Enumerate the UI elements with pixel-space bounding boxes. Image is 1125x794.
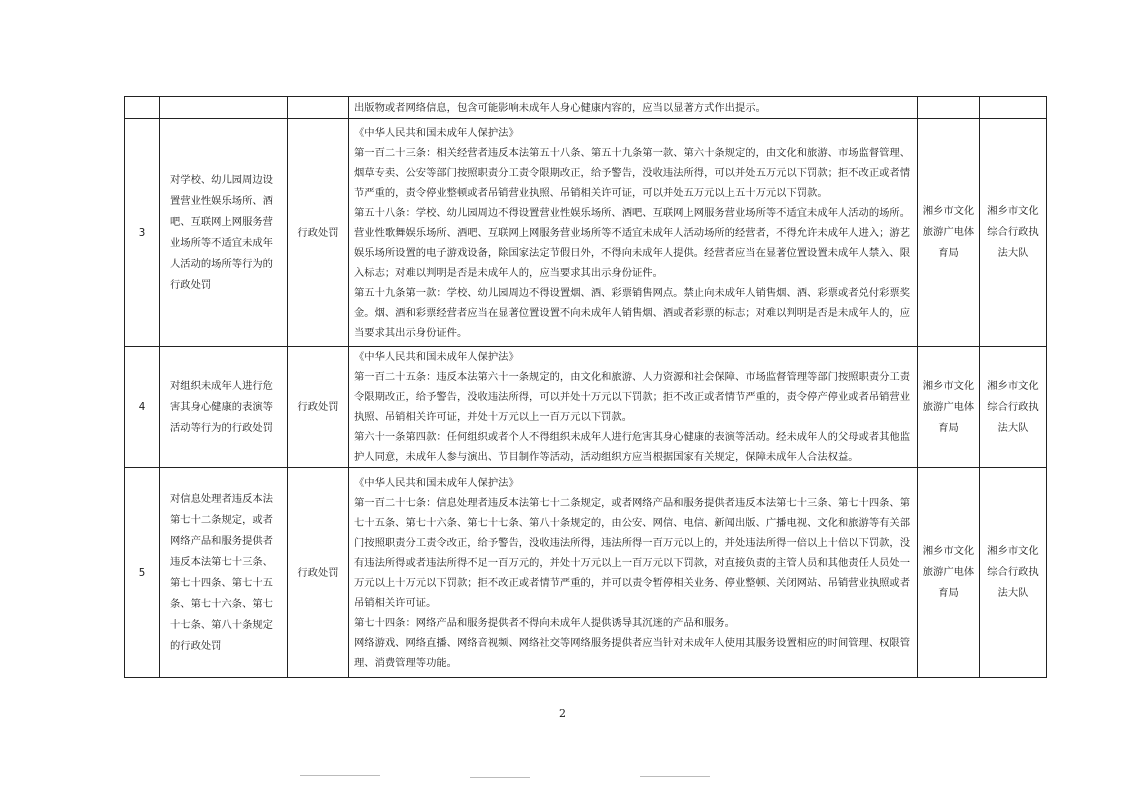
number-cell bbox=[125, 97, 160, 119]
table-row bbox=[125, 347, 1047, 468]
law-title: 《中华人民共和国未成年人保护法》 bbox=[354, 476, 519, 489]
law-article: 第六十一条第四款：任何组织或者个人不得组织未成年人进行危害其身心健康的表演等活动。经未成年人的父母或者其他监护人同意，未成年人参与演出、节目制作等活动，活动组织方应当根据国家有关规定，保障未成年人合法权益。 bbox=[354, 431, 911, 463]
law-article: 第一百二十三条：相关经营者违反本法第五十八条、第五十九条第一款、第六十条规定的，由文化和旅游、市场监督管理、烟草专卖、公安等部门按照职责分工责令限期改正，给予警告，没收违法所得，可以并处五万元以下罚款；拒不改正或者情节严重的，责令停业整顿或者吊销营业执照、吊销相关许可证，可以并处五万元以上五十万元以下罚款。 bbox=[354, 146, 911, 199]
number-cell: 3 bbox=[125, 119, 160, 347]
law-article: 第七十四条：网络产品和服务提供者不得向未成年人提供诱导其沉迷的产品和服务。 bbox=[354, 616, 735, 629]
law-title: 《中华人民共和国未成年人保护法》 bbox=[354, 351, 519, 363]
name-cell bbox=[160, 97, 288, 119]
scan-artifact bbox=[640, 776, 710, 777]
law-article: 第五十八条：学校、幼儿园周边不得设置营业性娱乐场所、酒吧、互联网上网服务营业场所等不适宜未成年人活动的场所。营业性歌舞娱乐场所、酒吧、互联网上网服务营业场所等不适宜未成年人活动场所的经营者，不得允许未成年人进入；游艺娱乐场所设置的电子游戏设备，除国家法定节假日外，不得向未成年人提供。经营者应当在显著位置设置未成年人禁入、限入标志；对难以判明是否是未成年人的，应当要求其出示身份证件。 bbox=[354, 206, 911, 279]
basis-cell bbox=[349, 119, 918, 347]
table-row-continued bbox=[125, 97, 1047, 119]
executor-cell bbox=[980, 97, 1047, 119]
org-cell: 湘乡市文化旅游广电体育局 bbox=[918, 468, 980, 678]
number-cell: 5 bbox=[125, 468, 160, 678]
executor-cell: 湘乡市文化综合行政执法大队 bbox=[980, 468, 1047, 678]
scan-artifact bbox=[300, 775, 380, 776]
category-cell: 行政处罚 bbox=[288, 468, 349, 678]
org-cell bbox=[918, 97, 980, 119]
category-cell: 行政处罚 bbox=[288, 347, 349, 468]
law-article: 第一百二十七条：信息处理者违反本法第七十二条规定，或者网络产品和服务提供者违反本法第七十三条、第七十四条、第七十五条、第七十六条、第七十七条、第八十条规定的，由公安、网信、电信、新闻出版、广播电视、文化和旅游等有关部门按照职责分工责令改正，给予警告，没收违法所得，违法所得一百万元以上的，并处违法所得一倍以上十倍以下罚款，没有违法所得或者违法所得不足一百万元的，并处十万元以上一百万元以下罚款，对直接负责的主管人员和其他责任人员处一万元以上十万元以下罚款；拒不改正或者情节严重的，并可以责令暂停相关业务、停业整顿、关闭网站、吊销营业执照或者吊销相关许可证。 bbox=[354, 496, 911, 609]
table-row bbox=[125, 119, 1047, 347]
law-title: 《中华人民共和国未成年人保护法》 bbox=[354, 126, 519, 139]
org-cell: 湘乡市文化旅游广电体育局 bbox=[918, 347, 980, 468]
name-cell: 对学校、幼儿园周边设置营业性娱乐场所、酒吧、互联网上网服务营业场所等不适宜未成年人活动的场所等行为的行政处罚 bbox=[160, 119, 288, 347]
basis-text: 出版物或者网络信息，包含可能影响未成年人身心健康内容的，应当以显著方式作出提示。 bbox=[354, 101, 766, 114]
law-article: 第五十九条第一款：学校、幼儿园周边不得设置烟、酒、彩票销售网点。禁止向未成年人销售烟、酒、彩票或者兑付彩票奖金。烟、酒和彩票经营者应当在显著位置设置不向未成年人销售烟、酒或者彩票的标志；对难以判明是否是未成年人的，应当要求其出示身份证件。 bbox=[354, 286, 911, 339]
number-cell: 4 bbox=[125, 347, 160, 468]
law-article: 第一百二十五条：违反本法第六十一条规定的，由文化和旅游、人力资源和社会保障、市场监督管理等部门按照职责分工责令限期改正，给予警告，没收违法所得，可以并处十万元以下罚款；拒不改正或者情节严重的，责令停产停业或者吊销营业执照、吊销相关许可证，并处十万元以上一百万元以下罚款。 bbox=[354, 371, 911, 423]
scan-artifact bbox=[470, 777, 530, 778]
page-number: 2 bbox=[559, 707, 566, 720]
name-cell: 对组织未成年人进行危害其身心健康的表演等活动等行为的行政处罚 bbox=[160, 347, 288, 468]
table-row bbox=[125, 468, 1047, 678]
law-article: 网络游戏、网络直播、网络音视频、网络社交等网络服务提供者应当针对未成年人使用其服务设置相应的时间管理、权限管理、消费管理等功能。 bbox=[354, 636, 911, 669]
basis-cell bbox=[349, 468, 918, 678]
basis-cell bbox=[349, 97, 918, 119]
org-cell: 湘乡市文化旅游广电体育局 bbox=[918, 119, 980, 347]
category-cell: 行政处罚 bbox=[288, 119, 349, 347]
executor-cell: 湘乡市文化综合行政执法大队 bbox=[980, 347, 1047, 468]
enforcement-table bbox=[124, 96, 1047, 678]
basis-cell bbox=[349, 347, 918, 468]
executor-cell: 湘乡市文化综合行政执法大队 bbox=[980, 119, 1047, 347]
name-cell: 对信息处理者违反本法第七十二条规定，或者网络产品和服务提供者违反本法第七十三条、第七十四条、第七十五条、第七十六条、第七十七条、第八十条规定的行政处罚 bbox=[160, 468, 288, 678]
category-cell bbox=[288, 97, 349, 119]
